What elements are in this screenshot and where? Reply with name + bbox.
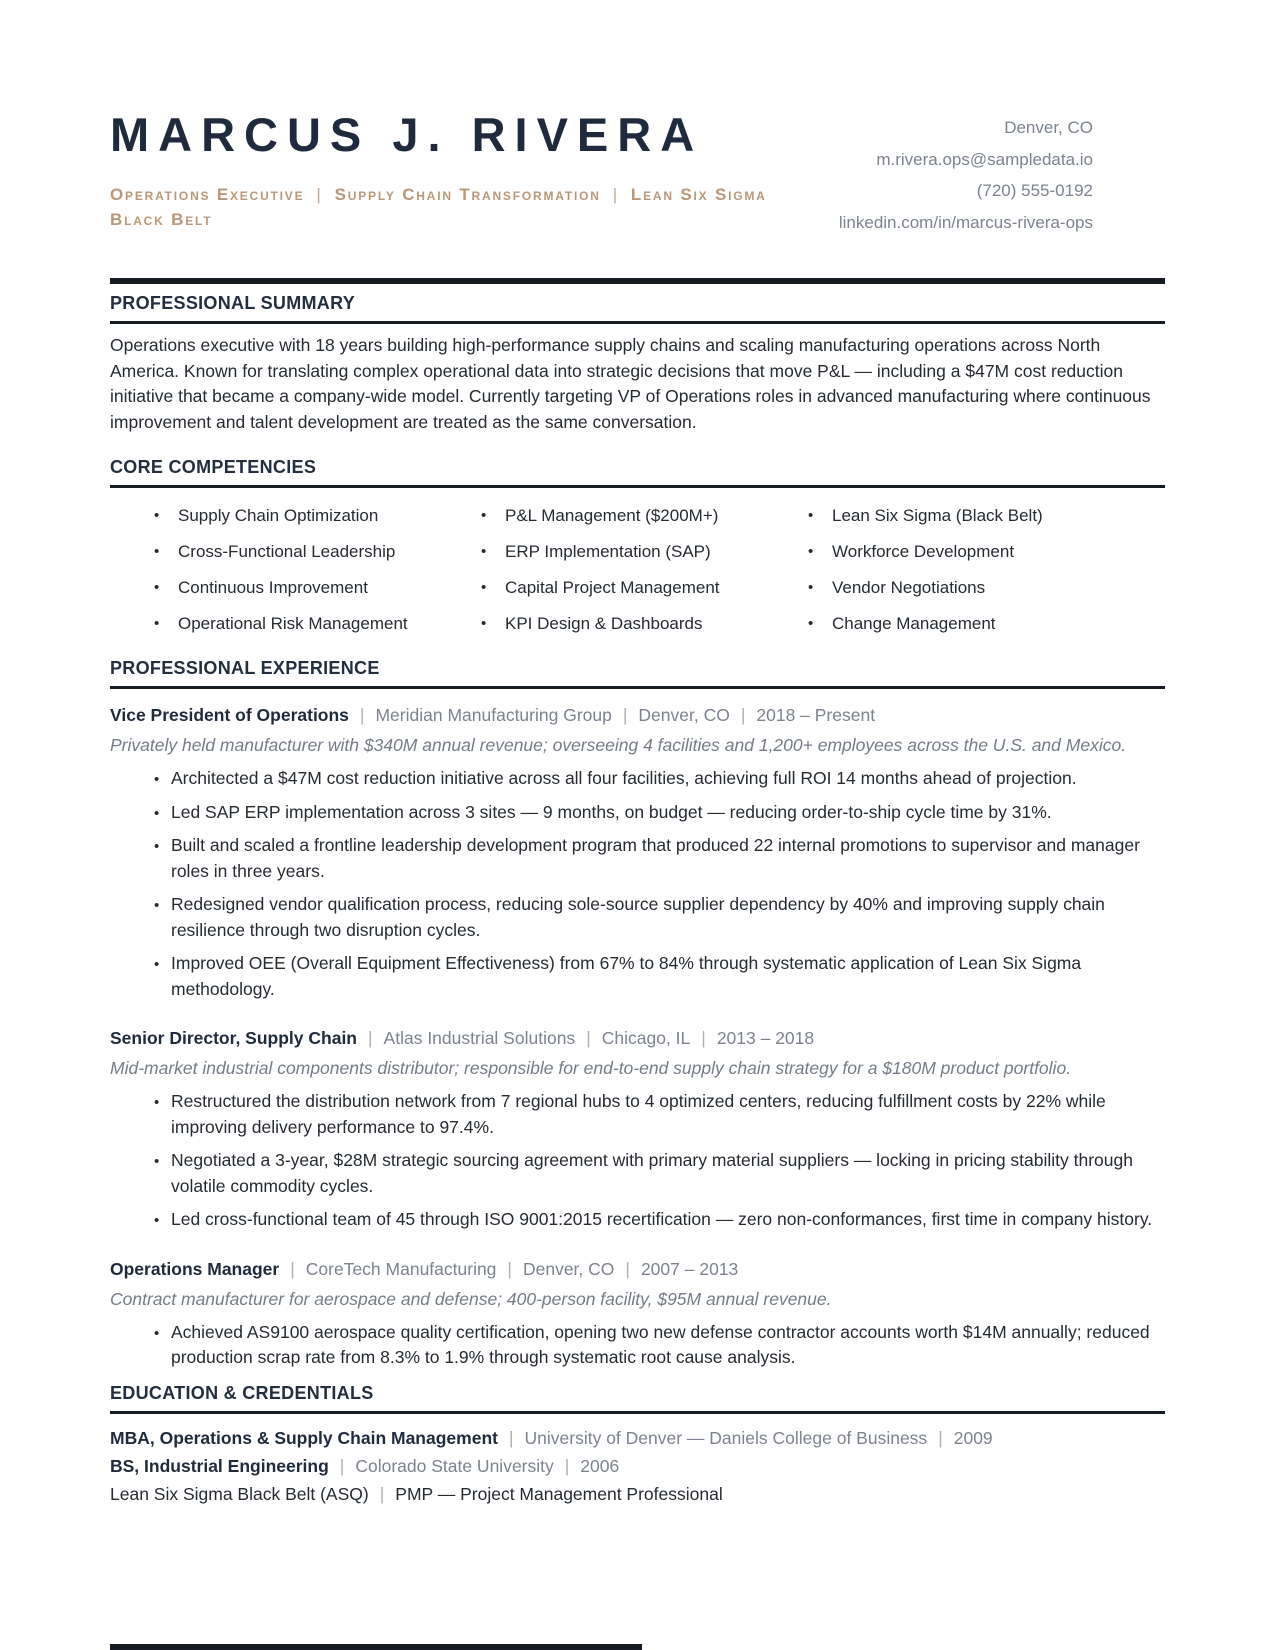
- job-dates: 2007 – 2013: [640, 1258, 739, 1279]
- job-description: Mid-market industrial components distributor; responsible for end-to-end supply chain strategy for a $180M product portfolio.: [110, 1058, 1072, 1078]
- job-bullet: • Built and scaled a frontline leadership development program that produced 22 internal promotions to supervisor and manager roles in three years.: [171, 833, 1165, 884]
- pipe-separator: |: [508, 1427, 514, 1448]
- pipe-separator: |: [368, 1028, 373, 1048]
- job-location: Denver, CO: [522, 1258, 615, 1279]
- job-description: Privately held manufacturer with $340M annual revenue; overseeing 4 facilities and 1,200+ employees across the U.S. and Mexico.: [110, 735, 1127, 755]
- education-section-title: EDUCATION & CREDENTIALS: [110, 1383, 1165, 1414]
- contact-email: m.rivera.ops@sampledata.io: [876, 149, 1093, 169]
- job-description: Contract manufacturer for aerospace and defense; 400-person facility, $95M annual revenue.: [110, 1288, 832, 1309]
- pipe-separator: |: [379, 1483, 385, 1504]
- competencies-section-title: CORE COMPETENCIES: [110, 457, 1165, 488]
- job-title: Vice President of Operations: [110, 705, 349, 725]
- job-company: Meridian Manufacturing Group: [375, 705, 612, 725]
- competency-item: • ERP Implementation (SAP): [481, 539, 808, 564]
- job-company: CoreTech Manufacturing: [305, 1258, 497, 1279]
- job-bullet: • Led SAP ERP implementation across 3 sites — 9 months, on budget — reducing order-to-ship cycle time by 31%.: [171, 800, 1165, 826]
- pipe-separator: |: [564, 1455, 570, 1476]
- pipe-separator: |: [339, 1455, 345, 1476]
- education-entry-bs: [110, 1452, 1165, 1480]
- job-location: Denver, CO: [638, 705, 730, 725]
- pipe-separator: |: [290, 1258, 295, 1279]
- certification-name: Lean Six Sigma Black Belt (ASQ): [110, 1483, 369, 1504]
- competency-item: • KPI Design & Dashboards: [481, 611, 808, 636]
- resume-header: [110, 110, 1165, 238]
- job-dates: 2013 – 2018: [716, 1028, 815, 1048]
- contact-block: [839, 112, 1165, 238]
- summary-text: Operations executive with 18 years building high-performance supply chains and scaling manufacturing operations across North America. Known for translating complex operational data into strategic decisions that move P&L — including a $47M cost reduction initiative that became a company-wide model. Currently targeting VP of Operations roles in advanced manufacturing where continuous improvement and talent development are treated as the same conversation.: [110, 335, 1151, 432]
- pipe-separator: |: [938, 1427, 943, 1448]
- candidate-tagline: [110, 182, 790, 232]
- job-title: Operations Manager: [110, 1258, 280, 1279]
- competency-item: • Supply Chain Optimization: [154, 503, 481, 528]
- contact-phone: (720) 555-0192: [976, 181, 1093, 200]
- job-entry-vp-operations: [110, 703, 1165, 1002]
- top-section-divider: [110, 278, 1165, 284]
- job-company: Atlas Industrial Solutions: [383, 1028, 576, 1048]
- job-bullet: • Restructured the distribution network from 7 regional hubs to 4 optimized centers, reducing fulfillment costs by 22% while improving delivery performance to 97.4%.: [171, 1089, 1165, 1140]
- competency-item: • Lean Six Sigma (Black Belt): [808, 503, 1135, 528]
- certifications-line: [110, 1480, 1165, 1508]
- competency-item: • Continuous Improvement: [154, 575, 481, 600]
- experience-section-title: PROFESSIONAL EXPERIENCE: [110, 658, 1165, 689]
- competency-item: • P&L Management ($200M+): [481, 503, 808, 528]
- pipe-separator: |: [586, 1028, 591, 1048]
- competency-item: • Capital Project Management: [481, 575, 808, 600]
- tagline-role: Operations Executive: [110, 185, 305, 204]
- job-bullet: • Architected a $47M cost reduction initiative across all four facilities, achieving full ROI 14 months ahead of projection.: [171, 766, 1165, 792]
- school-name: Colorado State University: [355, 1455, 554, 1476]
- pipe-separator: |: [507, 1258, 512, 1279]
- competency-item: • Operational Risk Management: [154, 611, 481, 636]
- job-bullet: • Led cross-functional team of 45 through ISO 9001:2015 recertification — zero non-conformances, first time in company history.: [171, 1207, 1165, 1233]
- candidate-name: MARCUS J. RIVERA: [110, 108, 704, 161]
- graduation-year: 2009: [953, 1427, 993, 1448]
- job-entry-operations-manager: [110, 1257, 1165, 1371]
- job-header: [110, 1257, 1165, 1281]
- job-entry-senior-director: [110, 1026, 1165, 1233]
- graduation-year: 2006: [580, 1455, 620, 1476]
- job-bullet: • Negotiated a 3-year, $28M strategic sourcing agreement with primary material suppliers — locking in pricing stability through volatile commodity cycles.: [171, 1148, 1165, 1199]
- job-bullet: • Improved OEE (Overall Equipment Effectiveness) from 67% to 84% through systematic application of Lean Six Sigma methodology.: [171, 951, 1165, 1002]
- job-dates: 2018 – Present: [756, 705, 876, 725]
- tagline-specialty: Supply Chain Transformation: [334, 185, 601, 204]
- pipe-separator: |: [625, 1258, 630, 1279]
- pipe-separator: |: [359, 705, 365, 725]
- job-bullet: • Redesigned vendor qualification process, reducing sole-source supplier dependency by 40% and improving supply chain resilience through two disruption cycles.: [171, 892, 1165, 943]
- bottom-page-divider: [110, 1644, 642, 1650]
- school-name: University of Denver — Daniels College of Business: [524, 1427, 928, 1448]
- competency-item: • Cross-Functional Leadership: [154, 539, 481, 564]
- job-bullet-list: [110, 1089, 1165, 1233]
- competencies-grid: [154, 503, 1165, 636]
- job-bullet-list: [110, 766, 1165, 1002]
- tagline-separator: |: [612, 185, 619, 204]
- contact-location: Denver, CO: [1004, 118, 1093, 137]
- tagline-separator: |: [316, 185, 323, 204]
- contact-linkedin: linkedin.com/in/marcus-rivera-ops: [838, 212, 1093, 232]
- job-bullet: • Achieved AS9100 aerospace quality certification, opening two new defense contractor accounts worth $14M annually; reduced production scrap rate from 8.3% to 1.9% through systematic root cause analysis.: [171, 1320, 1165, 1371]
- degree-name: MBA, Operations & Supply Chain Management: [110, 1427, 498, 1448]
- job-header: [110, 703, 1165, 727]
- competency-item: • Change Management: [808, 611, 1135, 636]
- certification-name: PMP — Project Management Professional: [395, 1483, 723, 1504]
- pipe-separator: |: [701, 1028, 706, 1048]
- degree-name: BS, Industrial Engineering: [110, 1455, 329, 1476]
- education-entry-mba: [110, 1424, 1165, 1452]
- header-left: [110, 110, 790, 232]
- pipe-separator: |: [622, 705, 628, 725]
- job-title: Senior Director, Supply Chain: [110, 1028, 357, 1048]
- pipe-separator: |: [740, 705, 746, 725]
- job-bullet-list: [110, 1320, 1165, 1371]
- job-header: [110, 1026, 1165, 1050]
- competency-item: • Vendor Negotiations: [808, 575, 1135, 600]
- tagline-certification: Lean Six Sigma Black Belt: [110, 185, 767, 229]
- summary-section-title: PROFESSIONAL SUMMARY: [110, 293, 1165, 324]
- job-location: Chicago, IL: [601, 1028, 691, 1048]
- competency-item: • Workforce Development: [808, 539, 1135, 564]
